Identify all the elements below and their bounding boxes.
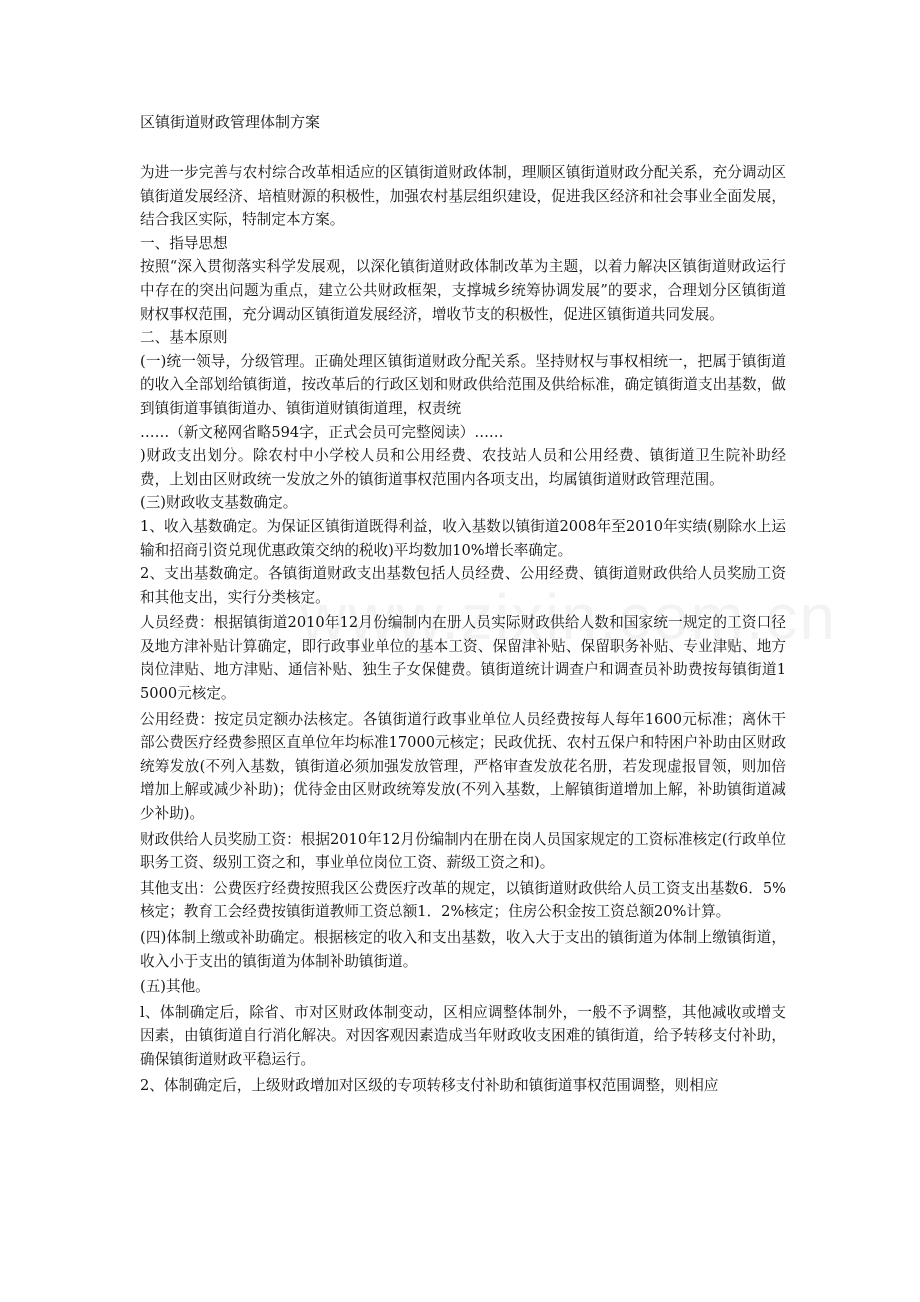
section-heading-basic-principles: 二、基本原则 — [140, 329, 228, 347]
document-body — [140, 112, 786, 1097]
paragraph-revenue-base: 1、收入基数确定。为保证区镇街道既得利益，收入基数以镇街道2008年至2010年实绩(剔除水上运输和招商引资兑现优惠政策交纳的税收)平均数加10%增长率确定。 — [140, 517, 786, 559]
paragraph-other-1: l、体制确定后，除省、市对区财政体制变动，区相应调整体制外，一般不予调整，其他减收或增支因素，由镇街道自行消化解决。对因客观因素造成当年财政收支困难的镇街道，给予转移支付补助，确保镇街道财政平稳运行。 — [140, 1003, 786, 1068]
section-heading-other: (五)其他。 — [140, 978, 210, 996]
paragraph-principle-1: (一)统一领导，分级管理。正确处理区镇街道财政分配关系。坚持财权与事权相统一，把属于镇街道的收入全部划给镇街道，按改革后的行政区划和财政供给范围及供给标准，确定镇街道支出基数，做到镇街道事镇街道办、镇街道财镇街道理，权责统 — [140, 352, 786, 417]
paragraph-other-2: 2、体制确定后，上级财政增加对区级的专项转移支付补助和镇街道事权范围调整，则相应 — [140, 1076, 719, 1094]
paragraph-guiding-thought: 按照“深入贯彻落实科学发展观，以深化镇街道财政体制改革为主题，以着力解决区镇街道财政运行中存在的突出问题为重点，建立公共财政框架，支撑城乡统筹协调发展”的要求，合理划分区镇街道财权事权范围，充分调动区镇街道发展经济，增收节支的积极性，促进区镇街道共同发展。 — [140, 258, 786, 323]
omission-notice: ……（新文秘网省略594字，正式会员可完整阅读）…… — [140, 423, 504, 441]
paragraph-other-expenses: 其他支出：公费医疗经费按照我区公费医疗改革的规定，以镇街道财政供给人员工资支出基数6．5%核定；教育工会经费按镇街道教师工资总额1．2%核定；住房公积金按工资总额20%计算。 — [140, 879, 786, 921]
paragraph-public-expenses: 公用经费：按定员定额办法核定。各镇街道行政事业单位人员经费按每人每年1600元标准；离休干部公费医疗经费参照区直单位年均标准17000元核定；民政优抚、农村五保户和特困户补助由区财政统筹发放(不列入基数，镇街道必须加强发放管理，严格审查发放花名册，若发现虚报冒领，则加倍增加上解或减少补助)；优待金由区财政统筹发放(不列入基数，上解镇街道增加上解，补助镇街道减少补助)。 — [140, 710, 786, 823]
paragraph-intro: 为进一步完善与农村综合改革相适应的区镇街道财政体制，理顺区镇街道财政分配关系，充分调动区镇街道发展经济、培植财源的积极性，加强农村基层组织建设，促进我区经济和社会事业全面发展，结合我区实际，特制定本方案。 — [140, 164, 786, 229]
section-heading-base-determination: (三)财政收支基数确定。 — [140, 494, 298, 512]
section-heading-guiding-thought: 一、指导思想 — [140, 234, 228, 252]
paragraph-expenditure-division: )财政支出划分。除农村中小学校人员和公用经费、农技站人员和公用经费、镇街道卫生院补助经费，上划由区财政统一发放之外的镇街道事权范围内各项支出，均属镇街道财政管理范围。 — [140, 447, 786, 488]
paragraph-remit-or-subsidy: (四)体制上缴或补助确定。根据核定的收入和支出基数，收入大于支出的镇街道为体制上缴镇街道，收入小于支出的镇街道为体制补助镇街道。 — [140, 929, 786, 970]
document-title: 区镇街道财政管理体制方案 — [140, 113, 321, 131]
paragraph-personnel-expenses: 人员经费：根据镇街道2010年12月份编制内在册人员实际财政供给人数和国家统一规定的工资口径及地方津补贴计算确定，即行政事业单位的基本工资、保留津补贴、保留职务补贴、专业津贴、地方岗位津贴、地方津贴、通信补贴、独生子女保健费。镇街道统计调查户和调查员补助费按每镇街道15000元核定。 — [140, 614, 786, 703]
paragraph-reward-wages: 财政供给人员奖励工资：根据2010年12月份编制内在册在岗人员国家规定的工资标准核定(行政单位职务工资、级别工资之和，事业单位岗位工资、薪级工资之和)。 — [140, 830, 786, 872]
paragraph-expenditure-base: 2、支出基数确定。各镇街道财政支出基数包括人员经费、公用经费、镇街道财政供给人员奖励工资和其他支出，实行分类核定。 — [140, 565, 786, 606]
